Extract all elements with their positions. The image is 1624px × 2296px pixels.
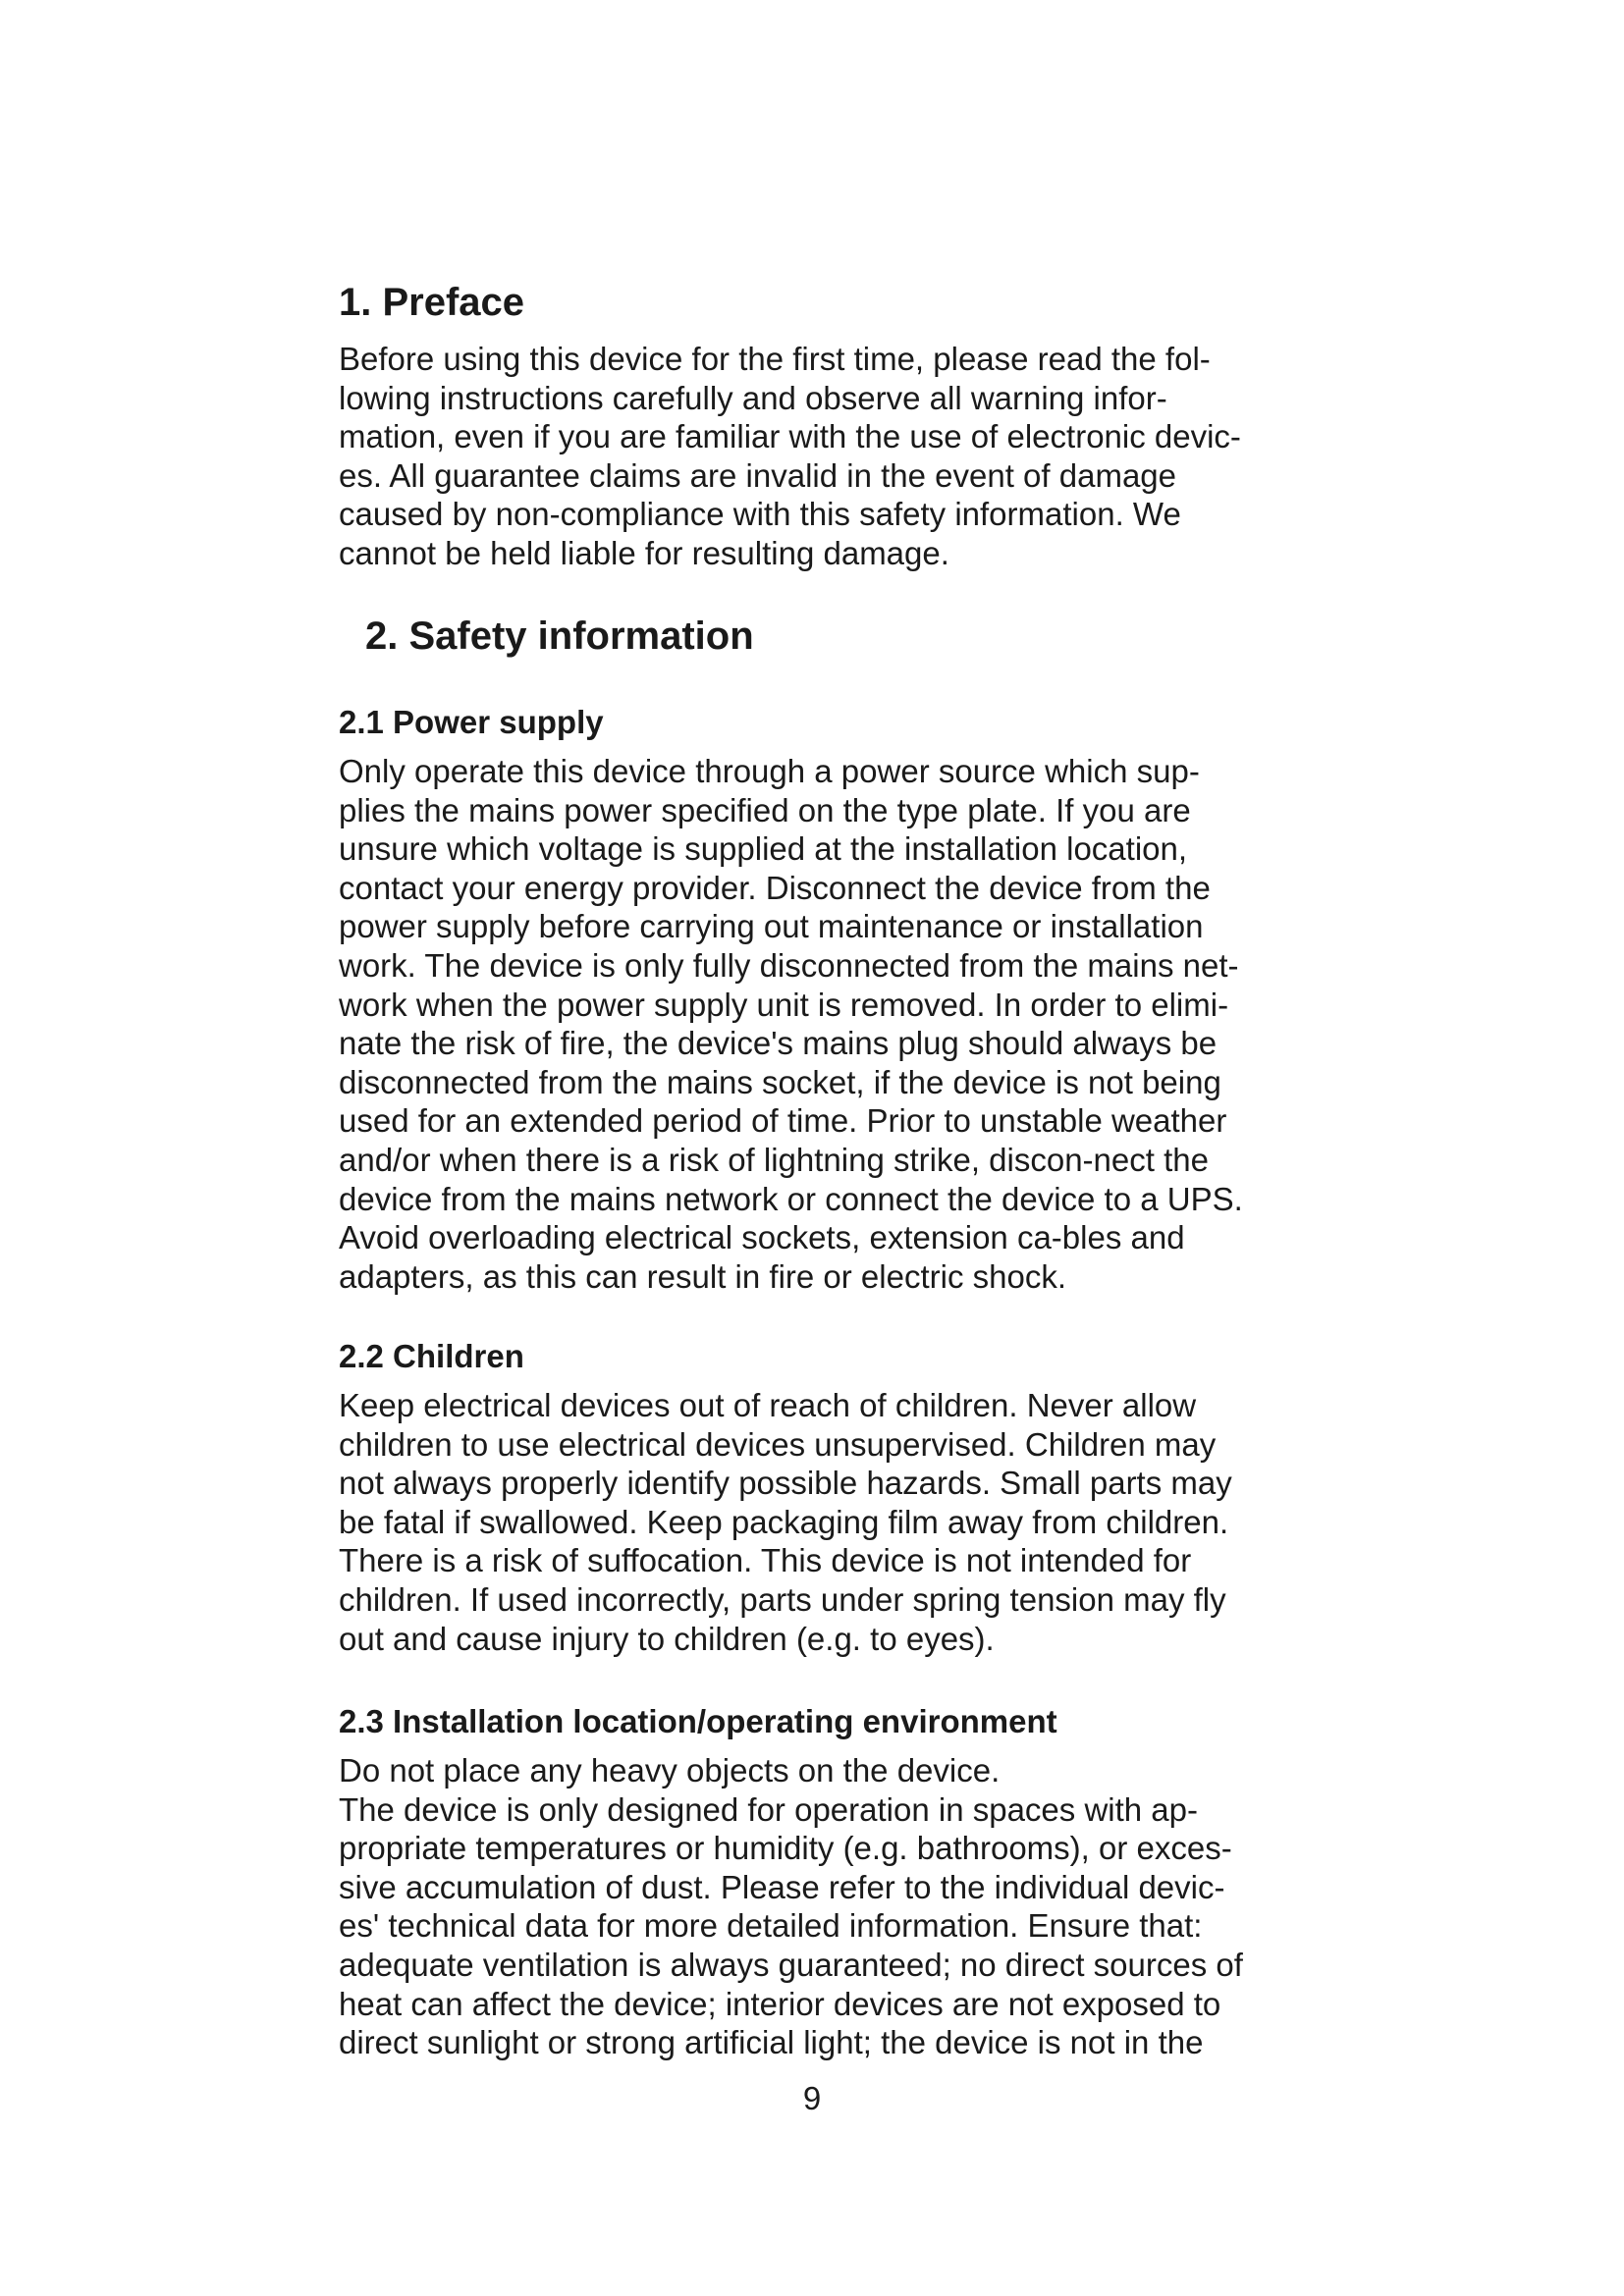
text-line: heat can affect the device; interior devices are not exposed to — [339, 1985, 1221, 2022]
text-line: children. If used incorrectly, parts under spring tension may fly — [339, 1580, 1226, 1618]
heading-safety-information: 2. Safety information — [365, 614, 754, 658]
text-line: plies the mains power specified on the type plate. If you are — [339, 791, 1191, 828]
text-line: device from the mains network or connect the device to a UPS. — [339, 1180, 1243, 1217]
text-line: direct sunlight or strong artificial light; the device is not in the — [339, 2024, 1204, 2061]
text-line: Do not place any heavy objects on the device. — [339, 1752, 1001, 1789]
text-line: out and cause injury to children (e.g. to eyes). — [339, 1620, 995, 1657]
text-line: nate the risk of fire, the device's mains plug should always be — [339, 1025, 1218, 1062]
text-line: unsure which voltage is supplied at the installation location, — [339, 830, 1188, 868]
paragraph-power-supply — [339, 752, 1281, 1296]
text-line: Keep electrical devices out of reach of children. Never allow — [339, 1387, 1197, 1423]
heading-preface: 1. Preface — [339, 281, 525, 324]
text-line: mation, even if you are familiar with the use of electronic devic- — [339, 418, 1241, 455]
text-line: es' technical data for more detailed information. Ensure that: — [339, 1907, 1203, 1945]
text-line: There is a risk of suffocation. This device is not intended for — [339, 1542, 1192, 1579]
page-number: 9 — [802, 2080, 822, 2116]
text-line: The device is only designed for operation in spaces with ap- — [339, 1790, 1198, 1828]
heading-children: 2.2 Children — [339, 1338, 524, 1374]
paragraph-preface — [339, 340, 1281, 573]
text-line: disconnected from the mains socket, if the device is not being — [339, 1063, 1221, 1100]
text-line: contact your energy provider. Disconnect the device from the — [339, 869, 1211, 906]
text-line: sive accumulation of dust. Please refer to the individual devic- — [339, 1868, 1225, 1905]
text-line: adequate ventilation is always guaranteed; no direct sources of — [339, 1946, 1243, 1983]
heading-installation-location: 2.3 Installation location/operating environment — [339, 1703, 1057, 1739]
text-line: adapters, as this can result in fire or electric shock. — [339, 1257, 1066, 1295]
text-line: and/or when there is a risk of lightning strike, discon-nect the — [339, 1141, 1209, 1178]
paragraph-children — [339, 1386, 1281, 1658]
text-line: work when the power supply unit is removed. In order to elimi- — [339, 986, 1229, 1023]
text-line: used for an extended period of time. Prior to unstable weather — [339, 1102, 1227, 1140]
heading-power-supply: 2.1 Power supply — [339, 704, 604, 740]
text-line: not always properly identify possible hazards. Small parts may — [339, 1465, 1232, 1502]
text-line: Only operate this device through a power source which sup- — [339, 753, 1200, 789]
text-line: be fatal if swallowed. Keep packaging film away from children. — [339, 1503, 1229, 1540]
text-line: caused by non-compliance with this safety information. We — [339, 496, 1181, 533]
text-line: Before using this device for the first time, please read the fol- — [339, 341, 1211, 377]
paragraph-installation-location — [339, 1751, 1281, 2062]
text-line: es. All guarantee claims are invalid in the event of damage — [339, 456, 1177, 494]
text-line: power supply before carrying out maintenance or installation — [339, 908, 1204, 945]
text-line: Avoid overloading electrical sockets, extension ca-bles and — [339, 1219, 1185, 1256]
text-line: cannot be held liable for resulting damage. — [339, 534, 949, 571]
text-line: work. The device is only fully disconnected from the mains net- — [339, 946, 1239, 984]
text-line: children to use electrical devices unsupervised. Children may — [339, 1425, 1217, 1463]
text-line: propriate temperatures or humidity (e.g. bathrooms), or exces- — [339, 1830, 1232, 1867]
text-line: lowing instructions carefully and observe all warning infor- — [339, 379, 1167, 416]
